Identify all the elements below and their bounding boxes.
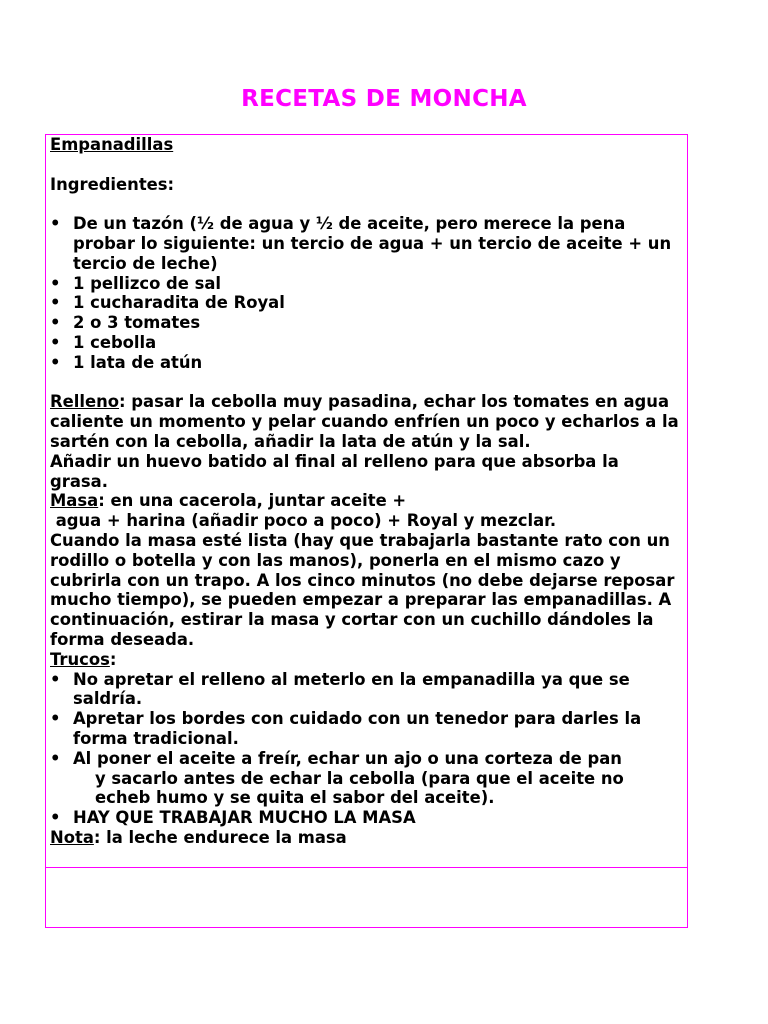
recipe-table xyxy=(45,134,688,928)
spacer xyxy=(50,194,681,214)
ingredients-list xyxy=(50,214,681,372)
bullet-icon: • xyxy=(50,313,61,333)
truco-text: No apretar el relleno al meterlo en la empanadilla ya que se saldría. xyxy=(73,669,630,709)
ingredient-text: 1 lata de atún xyxy=(73,352,203,372)
masa-line-2: agua + harina (añadir poco a poco) + Royal y mezclar. xyxy=(50,511,557,531)
truco-item xyxy=(50,709,681,749)
trucos-heading xyxy=(50,650,681,670)
trucos-list xyxy=(50,670,681,828)
recipe-name-text: Empanadillas xyxy=(50,135,174,154)
ingredient-text: 1 cucharadita de Royal xyxy=(73,293,285,313)
masa-line-1: : en una cacerola, juntar aceite + xyxy=(98,491,407,511)
masa-paragraph xyxy=(50,491,681,511)
ingredient-item xyxy=(50,293,681,313)
ingredient-item xyxy=(50,333,681,353)
bullet-icon: • xyxy=(50,352,61,372)
bullet-icon: • xyxy=(50,273,61,293)
ingredients-heading: Ingredientes: xyxy=(50,174,175,194)
ingredient-item xyxy=(50,214,681,273)
spacer xyxy=(50,155,681,175)
bullet-icon: • xyxy=(50,748,61,768)
ingredient-item xyxy=(50,353,681,373)
ingredient-text: 1 pellizco de sal xyxy=(73,273,222,293)
masa-text: Cuando la masa esté lista (hay que trabajarla bastante rato con un rodillo o botella y con las manos), ponerla en el mismo cazo y cubrirla con un trapo. A los cinco minutos (no debe dejarse reposar mucho tiempo), se pueden empezar a preparar las empanadillas. A continuación, estirar la masa y cortar con un cuchillo dándoles la forma deseada. xyxy=(50,530,675,649)
truco-item xyxy=(50,749,681,808)
empty-table-cell xyxy=(46,869,687,927)
nota-label: Nota xyxy=(50,827,94,847)
truco-text: Apretar los bordes con cuidado con un tenedor para darles la forma tradicional. xyxy=(73,709,642,748)
truco-item xyxy=(50,808,681,828)
masa-label: Masa xyxy=(50,491,99,511)
truco-text: HAY QUE TRABAJAR MUCHO LA MASA xyxy=(73,808,416,828)
bullet-icon: • xyxy=(50,332,61,352)
spacer xyxy=(50,373,681,393)
bullet-icon: • xyxy=(50,709,61,729)
trucos-colon: : xyxy=(109,649,117,669)
recipe-cell xyxy=(46,135,687,868)
nota-paragraph xyxy=(50,828,681,848)
relleno-paragraph xyxy=(50,392,681,451)
ingredient-text: De un tazón (½ de agua y ½ de aceite, pero merece la pena probar lo siguiente: un tercio de agua + un tercio de aceite + un tercio de leche) xyxy=(73,214,672,273)
ingredient-text: 2 o 3 tomates xyxy=(73,313,201,333)
truco-continuation: y sacarlo antes de echar la cebolla (para que el aceite no echeb humo y se quita el sabor del aceite). xyxy=(95,768,624,808)
page-title: RECETAS DE MONCHA xyxy=(241,86,527,112)
truco-item xyxy=(50,670,681,710)
ingredient-item xyxy=(50,313,681,333)
trucos-label: Trucos xyxy=(50,649,110,669)
bullet-icon: • xyxy=(50,214,61,234)
ingredient-text: 1 cebolla xyxy=(73,332,157,352)
bullet-icon: • xyxy=(50,293,61,313)
bullet-icon: • xyxy=(50,669,61,689)
nota-text: : la leche endurece la masa xyxy=(93,827,347,847)
recipe-name xyxy=(50,135,681,155)
bullet-icon: • xyxy=(50,808,61,828)
huevo-paragraph: Añadir un huevo batido al final al relleno para que absorba la grasa. xyxy=(50,451,619,491)
relleno-text: : pasar la cebolla muy pasadina, echar los tomates en agua caliente un momento y pelar cuando enfríen un poco y echarlos a la sartén con la cebolla, añadir la lata de atún y la sal. xyxy=(50,392,679,451)
ingredient-item xyxy=(50,274,681,294)
relleno-label: Relleno xyxy=(50,392,120,412)
truco-text: Al poner el aceite a freír, echar un ajo o una corteza de pan xyxy=(73,748,622,768)
